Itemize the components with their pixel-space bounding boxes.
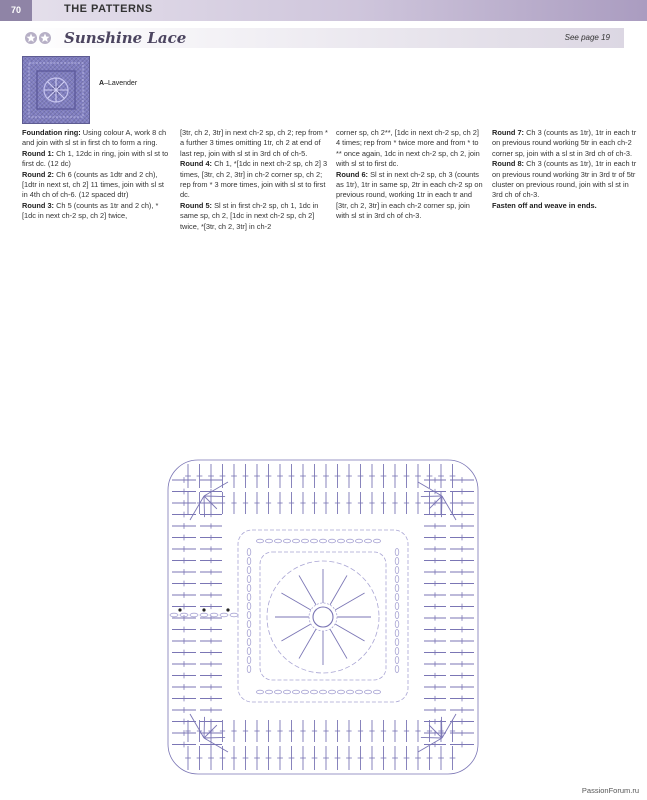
- chain-stitch: [301, 690, 308, 694]
- instruction-paragraph: Round 1: Ch 1, 12dc in ring, join with sl st to first dc. (12 dc): [22, 148, 169, 169]
- chain-stitch: [283, 690, 290, 694]
- double-treble-stitch: [281, 593, 310, 610]
- chain-stitch: [337, 690, 344, 694]
- chain-stitch: [373, 690, 380, 694]
- color-key-name: –Lavender: [104, 80, 138, 87]
- chain-stitch: [200, 613, 208, 617]
- slip-stitch: [202, 608, 205, 611]
- corner-fan-stitch: [190, 496, 204, 520]
- watermark-text: PassionForum.ru: [581, 786, 639, 795]
- slip-stitch: [226, 608, 229, 611]
- double-treble-stitch: [299, 629, 316, 658]
- corner-fan-stitch: [418, 482, 442, 496]
- double-treble-stitch: [299, 575, 316, 604]
- swatch-motif: [23, 57, 89, 123]
- chain-stitch: [265, 690, 272, 694]
- chain-stitch: [247, 548, 251, 555]
- instruction-paragraph: Round 2: Ch 6 (counts as 1dtr and 2 ch), [1dtr in next st, ch 2] 11 times, join with sl st in 4th ch of ch-6. (12 spaced dtr): [22, 169, 164, 200]
- chain-stitch: [395, 584, 399, 591]
- double-treble-stitch: [330, 575, 347, 604]
- pattern-title: Sunshine Lace: [64, 29, 187, 47]
- instruction-paragraph: Round 4: Ch 1, *[1dc in next ch-2 sp, ch 2] 3 times, [3tr, ch 2, 3tr] in ch-2 corner sp, ch 2; rep from * 3 more times, join with sl st to first dc.: [180, 159, 328, 200]
- chain-stitch: [355, 690, 362, 694]
- chain-stitch: [346, 539, 353, 543]
- double-treble-stitch: [281, 624, 310, 641]
- color-key-letter: A: [99, 80, 105, 87]
- chain-stitch: [395, 566, 399, 573]
- chain-stitch: [310, 690, 317, 694]
- swatch-photo: [22, 56, 90, 124]
- instruction-paragraph: Round 7: Ch 3 (counts as 1tr), 1tr in each tr on previous round working 5tr in each ch-2 corner sp, join with a sl st in 3rd ch of ch-3.: [492, 128, 637, 158]
- pattern-title-bar: [20, 28, 624, 48]
- chain-stitch: [319, 690, 326, 694]
- chain-stitch: [292, 690, 299, 694]
- double-treble-stitch: [335, 624, 364, 641]
- chain-stitch: [310, 539, 317, 543]
- corner-fan-stitch: [442, 496, 456, 520]
- chain-stitch: [247, 557, 251, 564]
- chain-stitch: [395, 638, 399, 645]
- color-key: [99, 80, 137, 87]
- corner-fan-stitch: [204, 725, 217, 738]
- chain-stitch: [247, 602, 251, 609]
- instruction-paragraph: Round 6: Sl st in next ch-2 sp, ch 3 (counts as 1tr), 1tr in same sp, 2tr in each ch-2 sp on previous round, working 1tr in each tr and [3tr, ch 2, 3tr] in each ch-2 corner sp, join with sl st in 3rd ch of ch-3.: [336, 169, 483, 221]
- chain-stitch: [247, 638, 251, 645]
- chain-stitch: [283, 539, 290, 543]
- chain-stitch: [364, 690, 371, 694]
- corner-fan-stitch: [190, 714, 204, 738]
- chain-stitch: [328, 539, 335, 543]
- slip-stitch: [178, 608, 181, 611]
- chain-stitch: [190, 613, 198, 617]
- chain-stitch: [395, 620, 399, 627]
- chain-stitch: [247, 656, 251, 663]
- chain-stitch: [373, 539, 380, 543]
- see-page-reference: See page 19: [564, 33, 610, 42]
- instruction-paragraph: Fasten off and weave in ends.: [492, 200, 597, 210]
- chain-stitch: [247, 647, 251, 654]
- chain-stitch: [292, 539, 299, 543]
- instruction-paragraph: Foundation ring: Using colour A, work 8 ch and join with sl st in first ch to form a ring.: [22, 128, 167, 148]
- instruction-paragraph: Round 3: Ch 5 (counts as 1tr and 2 ch), *[1dc in next ch-2 sp, ch 2] twice,: [22, 200, 159, 221]
- corner-fan-stitch: [204, 482, 228, 496]
- instructions-column-3: [336, 128, 484, 222]
- chain-stitch: [395, 602, 399, 609]
- instruction-paragraph: Round 5: Sl st in first ch-2 sp, ch 1, 1dc in same sp, ch 2, [1dc in next ch-2 sp, ch 2] twice, *[3tr, ch 2, 3tr] in ch-2: [180, 200, 319, 231]
- corner-fan-stitch: [421, 737, 442, 738]
- chain-stitch: [395, 575, 399, 582]
- corner-fan-stitch: [204, 717, 205, 738]
- chain-stitch: [355, 539, 362, 543]
- chain-stitch: [395, 557, 399, 564]
- instructions-column-4: [492, 128, 640, 211]
- instruction-paragraph: [3tr, ch 2, 3tr] in next ch-2 sp, ch 2; rep from * a further 3 times omitting 1tr, ch 2 at end of last rep, join with sl st in 3rd ch of ch-5.: [180, 128, 328, 158]
- chain-stitch: [220, 613, 228, 617]
- chain-stitch: [395, 656, 399, 663]
- chain-stitch: [256, 690, 263, 694]
- chain-stitch: [247, 575, 251, 582]
- chain-stitch: [337, 539, 344, 543]
- chain-stitch: [210, 613, 218, 617]
- chain-stitch: [247, 566, 251, 573]
- foundation-ring: [313, 607, 333, 627]
- instruction-paragraph: Round 8: Ch 3 (counts as 1tr), 1tr in each tr on previous round working 3tr in 3rd tr of 5tr cluster on previous round, join with sl st in 3rd ch of ch-3.: [492, 159, 637, 200]
- chain-stitch: [328, 690, 335, 694]
- instructions-column-2: [180, 128, 328, 232]
- corner-fan-stitch: [429, 725, 442, 738]
- difficulty-icon: [24, 31, 60, 45]
- chain-stitch: [346, 690, 353, 694]
- chain-stitch: [395, 629, 399, 636]
- double-treble-stitch: [335, 593, 364, 610]
- corner-fan-stitch: [204, 738, 228, 752]
- corner-fan-stitch: [442, 714, 456, 738]
- crochet-chart-diagram: [160, 452, 486, 782]
- instruction-paragraph: corner sp, ch 2**, [1dc in next ch-2 sp, ch 2] 4 times; rep from * twice more and from * to ** once again, 1dc in next ch-2 sp, ch 2, join with sl st to first dc.: [336, 128, 480, 169]
- chain-stitch: [274, 539, 281, 543]
- chain-stitch: [247, 620, 251, 627]
- page-number: 70: [0, 0, 32, 21]
- corner-fan-stitch: [441, 717, 442, 738]
- chain-stitch: [395, 548, 399, 555]
- corner-fan-stitch: [429, 496, 442, 509]
- chain-stitch: [319, 539, 326, 543]
- corner-fan-stitch: [421, 496, 442, 497]
- chain-stitch: [247, 665, 251, 672]
- double-treble-stitch: [330, 629, 347, 658]
- chain-stitch: [247, 611, 251, 618]
- chain-stitch: [170, 613, 178, 617]
- header-bar: [0, 0, 647, 21]
- chain-stitch: [395, 611, 399, 618]
- corner-fan-stitch: [441, 496, 442, 517]
- chain-stitch: [395, 647, 399, 654]
- chain-stitch: [247, 629, 251, 636]
- chain-stitch: [364, 539, 371, 543]
- corner-fan-stitch: [204, 496, 205, 517]
- chain-stitch: [247, 584, 251, 591]
- chain-stitch: [265, 539, 272, 543]
- chain-stitch: [247, 593, 251, 600]
- chain-stitch: [395, 665, 399, 672]
- chain-stitch: [230, 613, 238, 617]
- corner-fan-stitch: [204, 496, 217, 509]
- chain-stitch: [395, 593, 399, 600]
- corner-fan-stitch: [204, 737, 225, 738]
- chain-stitch: [256, 539, 263, 543]
- corner-fan-stitch: [204, 496, 225, 497]
- chain-stitch: [301, 539, 308, 543]
- instructions-column-1: [22, 128, 170, 222]
- section-title: THE PATTERNS: [64, 3, 153, 15]
- chain-stitch: [274, 690, 281, 694]
- corner-fan-stitch: [418, 738, 442, 752]
